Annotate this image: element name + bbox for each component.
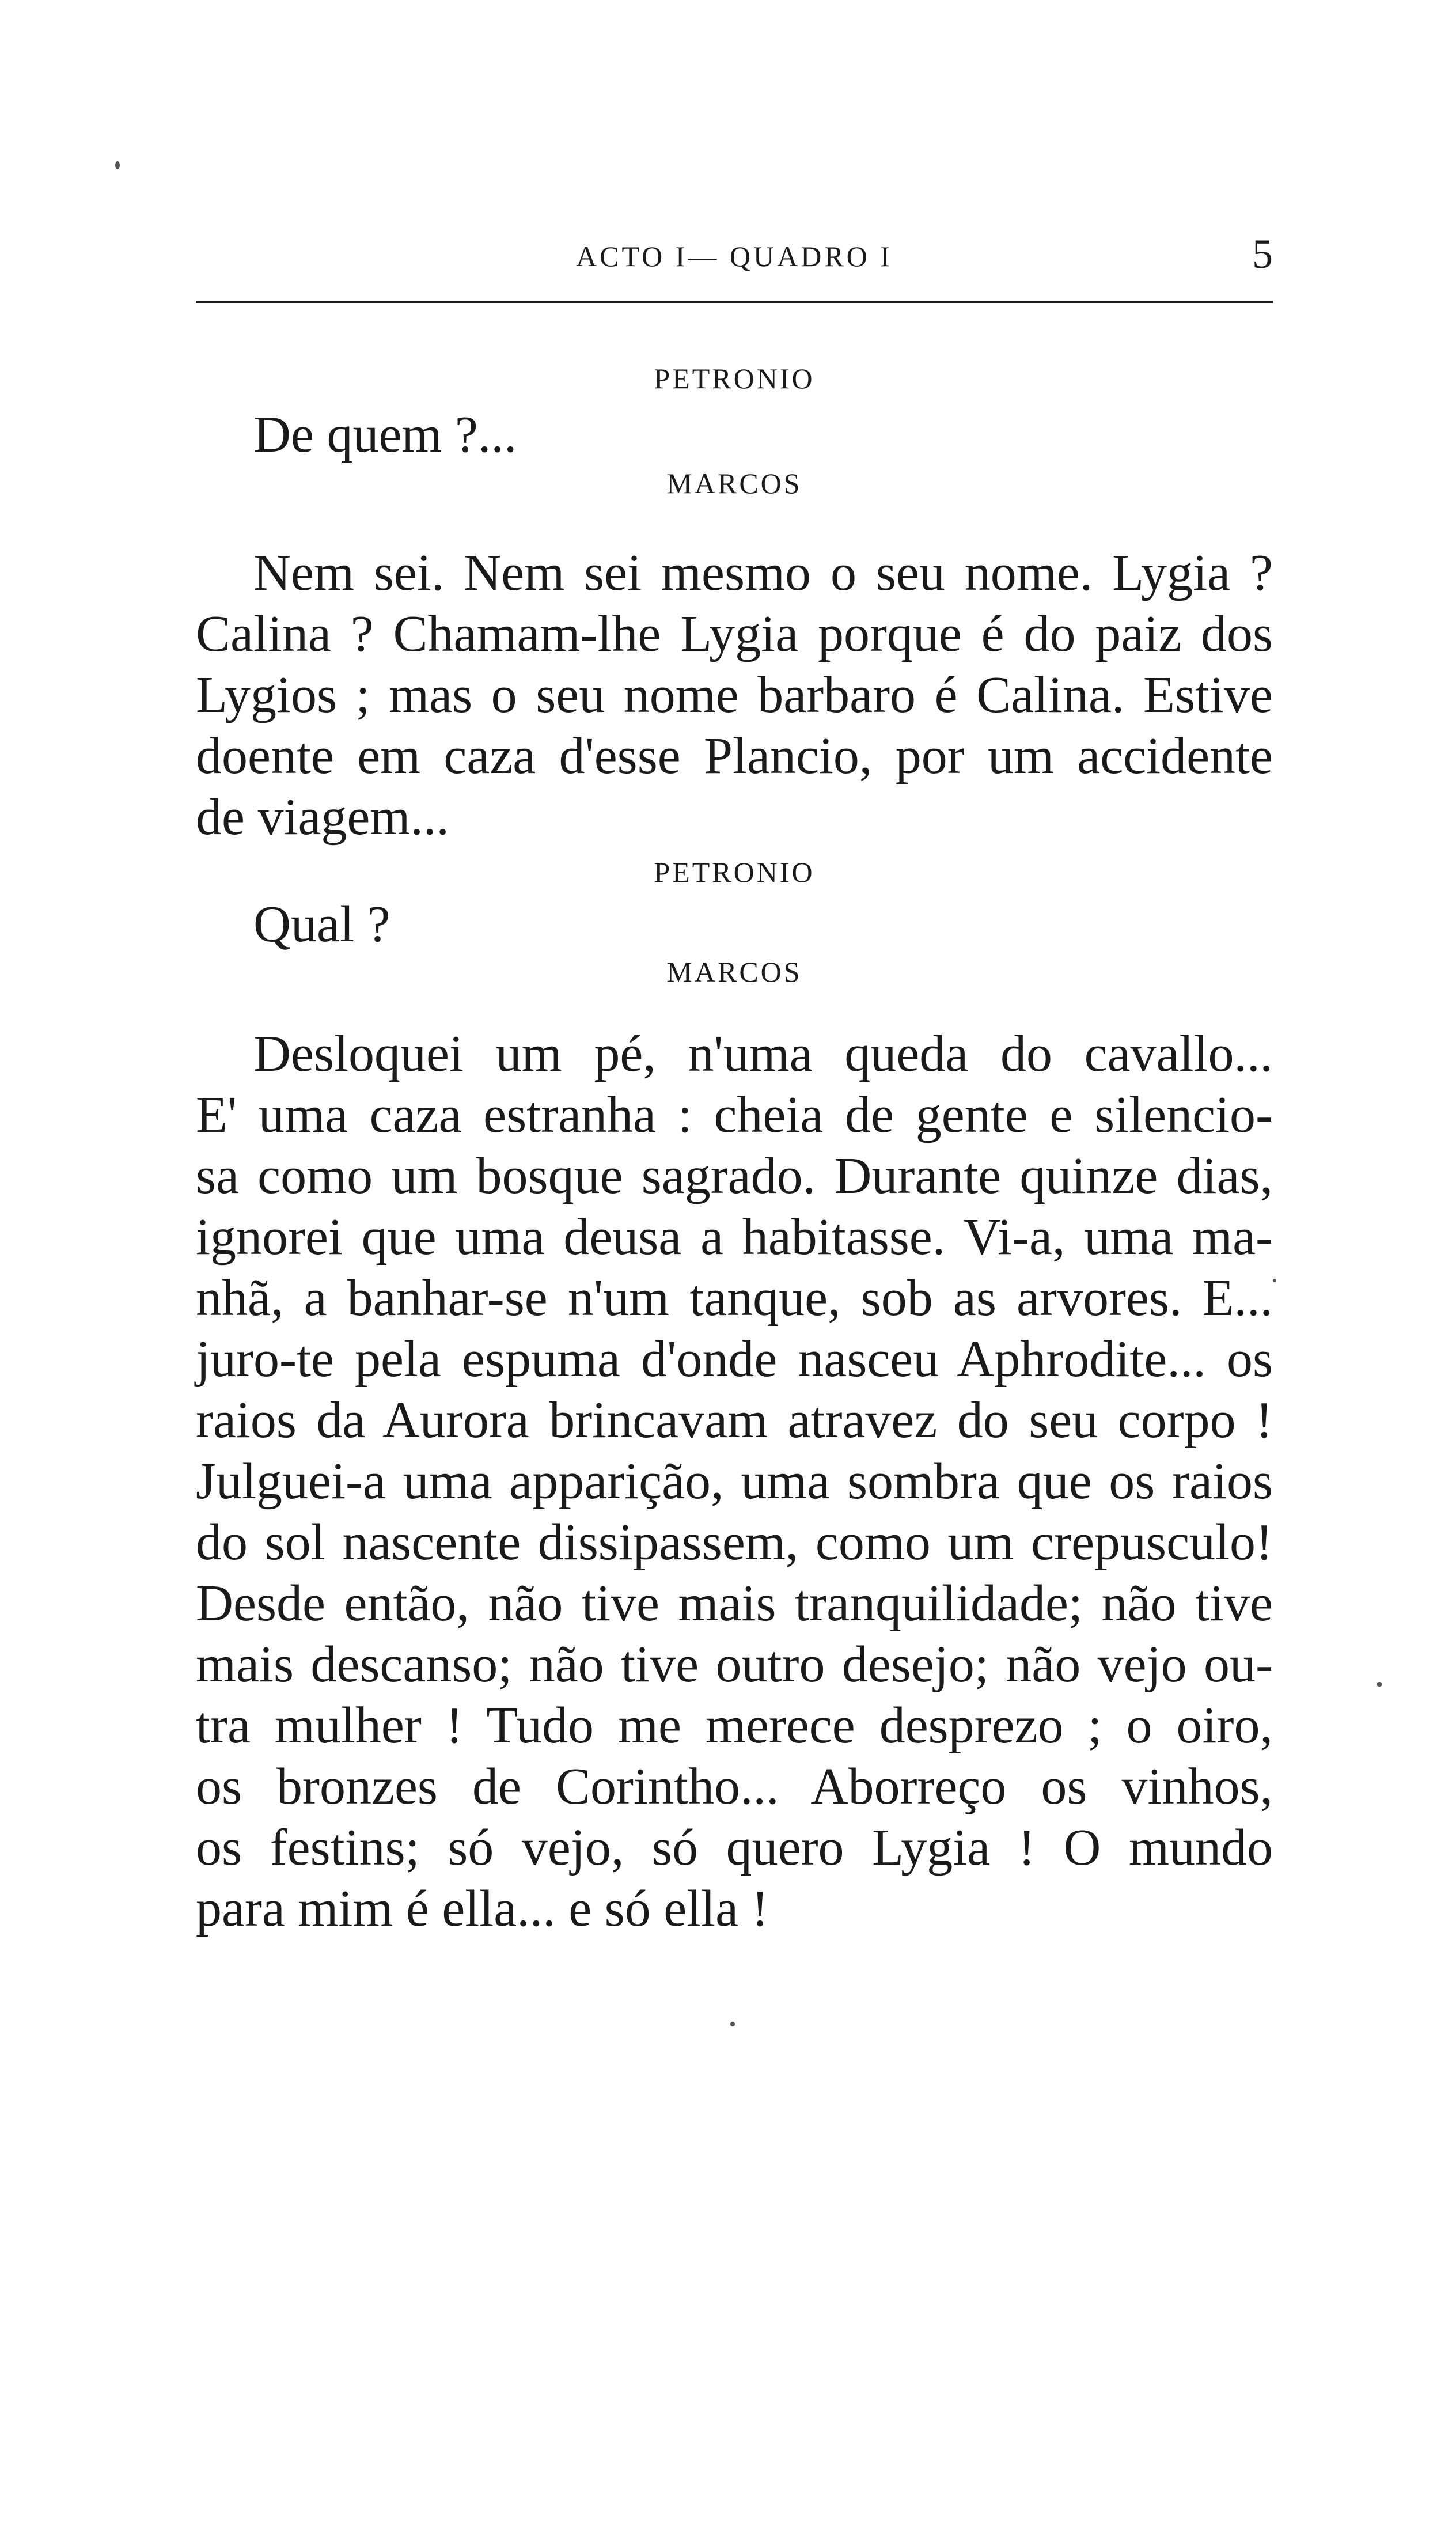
scan-speck [730,2022,735,2026]
speech-line: nhã, a banhar-se n'um tanque, sob as arvores. E... [196,1270,1273,1327]
speaker-name: MARCOS [666,956,802,988]
speech-line: Julguei-a uma apparição, uma sombra que os raios [196,1453,1273,1510]
speech-line: doente em caza d'esse Plancio, por um accidente [196,728,1273,785]
speech-line: Desloquei um pé, n'uma queda do cavallo... [253,1025,1273,1082]
speaker-name: PETRONIO [654,362,815,395]
scan-speck [115,161,120,169]
speech-line: mais descanso; não tive outro desejo; não vejo ou- [196,1636,1273,1693]
speech-line: raios da Aurora brincavam atravez do seu corpo ! [196,1392,1273,1449]
header-rule [196,301,1273,303]
speech-line: ignorei que uma deusa a habitasse. Vi-a, uma ma- [196,1209,1273,1266]
speech-line: de viagem... [196,789,449,846]
speech-line: E' uma caza estranha : cheia de gente e silencio- [196,1086,1273,1143]
speech-line: os bronzes de Corintho... Aborreço os vinhos, [196,1758,1273,1815]
speaker-name: PETRONIO [654,856,815,888]
scan-speck [1377,1682,1382,1687]
page-number: 5 [1252,231,1273,277]
speech-line: juro-te pela espuma d'onde nasceu Aphrodite... os [196,1331,1273,1388]
speech-line: Calina ? Chamam-lhe Lygia porque é do paiz dos [196,605,1273,662]
speech-line: para mim é ella... e só ella ! [196,1880,769,1937]
speech-line: do sol nascente dissipassem, como um crepusculo! [196,1514,1273,1571]
speech-line: os festins; só vejo, só quero Lygia ! O mundo [196,1819,1273,1876]
speech-line: Qual ? [253,896,390,953]
speech-line: De quem ?... [253,406,517,463]
speech-line: tra mulher ! Tudo me merece desprezo ; o oiro, [196,1697,1273,1754]
running-head: ACTO I— QUADRO I [576,240,893,272]
speech-line: Nem sei. Nem sei mesmo o seu nome. Lygia ? [253,544,1273,601]
speech-line: sa como um bosque sagrado. Durante quinze dias, [196,1147,1273,1204]
speech-line: Desde então, não tive mais tranquilidade; não tive [196,1575,1273,1632]
page-header [196,230,1273,294]
speaker-name: MARCOS [666,467,802,499]
scan-speck [1273,1279,1276,1282]
speech-line: Lygios ; mas o seu nome barbaro é Calina. Estive [196,666,1273,723]
